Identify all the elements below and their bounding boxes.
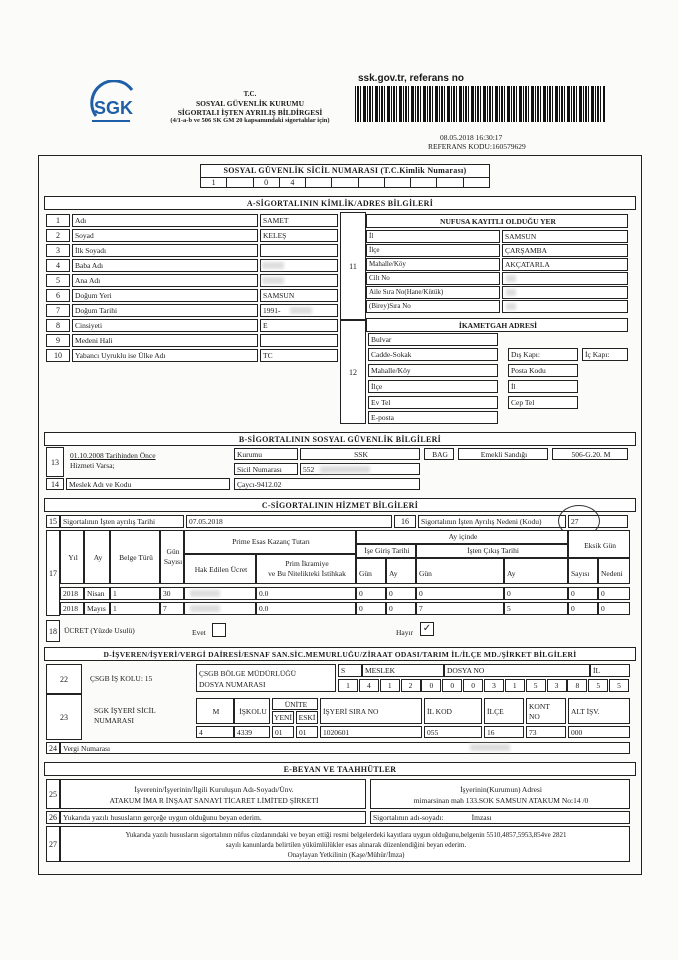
c-cell: 2018 [60,602,84,615]
d-il: İL [590,664,630,677]
e-b3: Onaylayan Yetkilinin (Kaşe/Mühür/İmza) [287,851,405,859]
b-506: 506-G.20. M [552,448,628,460]
c-cell: Mayıs [84,602,110,615]
d-digit: 2 [401,679,421,692]
nufus-label: İlçe [366,244,500,257]
a-value: SAMSUN [260,289,338,302]
d-dosya-b: DOSYA NUMARASI [199,680,266,689]
sicil-digits [200,177,490,188]
b-emekli: Emekli Sandığı [458,448,548,460]
c-h-gun-b: Sayısı [163,557,183,566]
c-cell: 0 [504,587,568,600]
d-v-kont: 73 [526,726,566,738]
c-cell: 0 [598,602,630,615]
b-sicil-value: 552 [300,463,420,475]
ikamet-evtel: Ev Tel [368,396,498,409]
row-number: 10 [46,349,70,362]
a-label: Doğum Yeri [72,289,258,302]
nufus-value: AKÇATARLA [502,258,628,271]
a-label: Yabancı Uyruklu ise Ülke Adı [72,349,258,362]
nufus-value [502,286,628,299]
d-digit: 3 [547,679,567,692]
row-number: 6 [46,289,70,302]
header-baslik: SİGORTALI İŞTEN AYRILIŞ BİLDİRGESİ [177,108,323,117]
a-value [260,334,338,347]
d-digit: 1 [380,679,400,692]
c-ayrilis-value: 07.05.2018 [186,515,392,528]
sicil-digit: 1 [201,178,227,187]
ikamet-ilce: İlçe [368,380,498,393]
nufus-label: İl [366,230,500,243]
ikamet-ic-kapi: İç Kapı: [582,348,628,361]
c-cell: 0 [568,587,598,600]
row-number: 8 [46,319,70,332]
d-v-ilkod: 055 [424,726,482,738]
nufus-title: NUFUSA KAYITLI OLDUĞU YER [366,214,628,228]
a-label: Soyad [72,229,258,242]
d-v-ilce: 16 [484,726,524,738]
c-cell: 7 [416,602,504,615]
e-adres: mimarsinan mah 133.SOK SAMSUN ATAKUM No:14 /0 [413,796,589,805]
c-h-belge: Belge Türü [110,530,160,584]
c-cell: 0.0 [256,587,356,600]
nufus-value [502,300,628,313]
nufus-value: ÇARŞAMBA [502,244,628,257]
evet-checkbox[interactable] [212,623,226,637]
c-h-gun-a: Gün [166,547,180,556]
row-number: 26 [46,811,60,824]
d-v-sira: 1020601 [320,726,422,738]
c-h-sayisi: Sayısı [568,558,598,584]
b-13-text-b: Hizmeti Varsa; [70,461,115,470]
d-h-kont-a: KONT [529,702,550,711]
sicil-digit: 0 [254,178,280,187]
a-value: SAMET [260,214,338,227]
row-number: 25 [46,779,60,809]
c-cell: 0 [598,587,630,600]
d-h-unite: ÜNİTE [272,698,318,710]
sicil-digit: 4 [280,178,306,187]
nufus-value [502,272,628,285]
ikamet-posta: Posta Kodu [508,364,578,377]
c-h-eksik: Eksik Gün [568,530,630,558]
d-digit: 0 [421,679,441,692]
c-cell: 2018 [60,587,84,600]
hayir-checkbox[interactable]: ✓ [420,622,434,636]
c-cell: 30 [160,587,184,600]
row-number: 3 [46,244,70,257]
c-h-gun2: Gün [356,558,386,584]
c-h-hak: Hak Edilen Ücret [184,554,256,584]
header-kurum: SOSYAL GÜVENLİK KURUMU [195,99,305,108]
nufus-label: Mahalle/Köy [366,258,500,271]
row-number: 5 [46,274,70,287]
d-h-eski: ESKİ [296,711,318,724]
logo-text: SGK [94,98,134,118]
row-number: 4 [46,259,70,272]
c-h-nedeni: Nedeni [598,558,630,584]
d-sicil-a: SGK İŞYERİ SİCİL [94,706,156,715]
d-digit: 1 [505,679,525,692]
e-firma: ATAKUM İMA R İNŞAAT SANAYİ TİCARET LİMİTED ŞİRKETİ [109,796,319,805]
e-isveren-box [60,779,366,809]
d-v-m: 4 [196,726,234,738]
row-number: 14 [46,478,64,490]
d-vergi: Vergi Numarası [60,742,630,754]
row-number: 22 [46,664,82,694]
a-value [260,244,338,257]
c-h-ay2: Ay [386,558,416,584]
row-number: 16 [394,515,416,528]
a-label: Cinsiyeti [72,319,258,332]
c-h-ay: Ay [84,530,110,584]
d-dosya [196,664,336,692]
nufus-label: (Birey)Sıra No [366,300,500,313]
d-s: S [338,664,362,677]
c-cell: 1 [110,602,160,615]
d-sicil-b: NUMARASI [94,716,135,725]
e-adres-box [370,779,630,809]
c-h-ikramiye [256,554,356,584]
row-number: 17 [46,530,60,616]
c-cell: 0 [356,602,386,615]
row-number: 12 [340,320,366,424]
barcode [355,86,605,122]
b-sicil-label: Sicil Numarası [234,463,298,475]
d-digit: 5 [609,679,629,692]
a-label: Adı [72,214,258,227]
row-number: 11 [340,212,366,320]
c-h-ikr-a: Prim İkramiye [285,559,329,568]
row-number: 9 [46,334,70,347]
d-v-alt: 000 [568,726,630,738]
ikamet-bulvar: Bulvar [368,333,498,346]
c-h-ay3: Ay [504,558,568,584]
d-h-ilce: İLÇE [484,698,524,724]
header-site: ssk.gov.tr, referans no [358,73,464,84]
e-imza-box [370,811,630,824]
a-label: Medeni Hali [72,334,258,347]
section-b-title: B-SİGORTALININ SOSYAL GÜVENLİK BİLGİLERİ [44,432,636,446]
header-tarih: 08.05.2018 16:30:17 [440,133,503,142]
a-label: Ana Adı [72,274,258,287]
e-imza-label: Sigortalının adı-soyadı: [373,813,444,822]
e-isveren-label: İşverenin/İşyerinin/İlgili Kuruluşun Adı-Soyadı/Ünv. [134,785,294,794]
d-digit: 0 [442,679,462,692]
c-cell: 0 [386,602,416,615]
d-h-alt: ALT İŞV. [568,698,630,724]
d-digit: 8 [567,679,587,692]
c-h-gun3: Gün [416,558,504,584]
a-label: Baba Adı [72,259,258,272]
c-cell: 0.0 [256,602,356,615]
b-meslek-value: Çaycı-9412.02 [234,478,420,490]
b-ssk: SSK [300,448,420,460]
d-h-ilkod: İL KOD [424,698,482,724]
a-value: TC [260,349,338,362]
header-alt: (4/1-a-b ve 506 SK GM 20 kapsamındaki sigortalılar için) [170,117,330,124]
c-h-gun [160,530,184,584]
ikamet-dis-kapi: Dış Kapı: [508,348,578,361]
c-h-ikr-b: ve Bu Nitelikteki İstihkak [268,569,346,578]
c-cell: 0 [416,587,504,600]
d-meslek: MESLEK [362,664,444,677]
ikamet-title: İKAMETGAH ADRESİ [366,318,628,332]
c-ayrilis-label: Sigortalının İşten ayrılış Tarihi [60,515,184,528]
a-value: 1991- [260,304,338,317]
d-h-yeni: YENİ [272,711,294,724]
section-e-title: E-BEYAN VE TAAHHÜTLER [44,762,636,776]
c-evet: Evet [192,628,206,637]
d-h-m: M [196,698,234,724]
e-beyan26: Yukarıda yazılı hususların gerçeğe uygun olduğunu beyan ederim. [60,811,366,824]
d-v-yeni: 01 [272,726,294,738]
c-cell: 5 [504,602,568,615]
c-h-prime: Prime Esas Kazanç Tutarı [184,530,356,554]
c-h-yil: Yıl [60,530,84,584]
sicil-title: SOSYAL GÜVENLİK SİCİL NUMARASI (T.C.Kimlik Numarası) [200,164,490,178]
a-value: E [260,319,338,332]
row-number: 2 [46,229,70,242]
a-value: KELEŞ [260,229,338,242]
row-number: 7 [46,304,70,317]
e-b2: sayılı kanunlarda belirtilen yükümlülükler esas alınarak düzenlendiğini beyan ederim. [225,841,467,849]
a-label: Doğum Tarihi [72,304,258,317]
d-h-kont-b: NO [529,712,540,721]
d-digit: 0 [463,679,483,692]
c-h-giris: İşe Giriş Tarihi [356,544,416,558]
header-referans: REFERANS KODU:160579629 [428,142,526,151]
sicil-digit [227,178,253,187]
d-dosyano: DOSYA NO [444,664,590,677]
a-label: İlk Soyadı [72,244,258,257]
c-neden-value: 27 [568,515,628,528]
c-cell: 0 [568,602,598,615]
row-number: 13 [46,447,64,477]
d-digit: 3 [484,679,504,692]
nufus-label: Cilt No [366,272,500,285]
sgk-logo [86,80,144,130]
row-number: 1 [46,214,70,227]
d-h-sira: İŞYERİ SIRA NO [320,698,422,724]
d-digit: 4 [359,679,379,692]
d-dosya-a: ÇSGB BÖLGE MÜDÜRLÜĞÜ [199,669,297,678]
d-digit: 1 [338,679,358,692]
d-digit: 5 [526,679,546,692]
row-number: 23 [46,694,82,740]
e-adres-label: İşyerinin(Kurumun) Adresi [460,785,542,794]
ikamet-mahalle: Mahalle/Köy [368,364,498,377]
e-imza: İmzası [471,813,492,822]
nufus-value: SAMSUN [502,230,628,243]
b-bag: BAG [424,448,454,460]
ikamet-eposta: E-posta [368,411,498,424]
c-cell: 0 [356,587,386,600]
c-h-cikis: İşten Çıkış Tarihi [416,544,568,558]
ikamet-il: İl [508,380,578,393]
d-digit: 5 [588,679,608,692]
section-a-title: A-SİGORTALININ KİMLİK/ADRES BİLGİLERİ [44,196,636,210]
e-b1: Yukarıda yazılı hususların sigortalının nüfus cüzdanındaki ve beyan ettiği resmi belgelerdeki kayıtlara uygun olduğunu,belgenin 5510,4857,5953,854ve 2821 [125,831,567,839]
b-meslek-label: Meslek Adı ve Kodu [66,478,230,490]
d-v-eski: 01 [296,726,318,738]
c-neden-label: Sigortalının İşten Ayrılış Nedeni (Kodu) [418,515,566,528]
c-hayir: Hayır [396,628,414,637]
section-d-title: D-İŞVEREN/İŞYERİ/VERGİ DAİRESİ/ESNAF SAN.SİC.MEMURLUĞU/ZİRAAT ODASI/TARIM İL/İLÇE MD./ŞİRKET BİLGİLERİ [44,647,636,661]
b-kurumu: Kurumu [234,448,298,460]
d-h-kont [526,698,566,724]
c-ucret: ÜCRET (Yüzde Usulü) [64,626,135,635]
header-tc: T.C. [243,90,257,98]
row-number: 27 [46,826,60,862]
c-cell: 0 [386,587,416,600]
c-cell: 7 [160,602,184,615]
ikamet-ceptel: Cep Tel [508,396,578,409]
section-c-title: C-SİGORTALININ HİZMET BİLGİLERİ [44,498,636,512]
d-kolu: ÇSGB İŞ KOLU: 15 [90,674,153,683]
d-h-iskolu: İŞKOLU [234,698,270,724]
row-number: 18 [46,620,60,642]
row-number: 15 [46,515,60,528]
nufus-label: Aile Sıra No(Hane/Kütük) [366,286,500,299]
ikamet-cadde: Cadde-Sokak [368,348,498,361]
c-cell: Nisan [84,587,110,600]
row-number: 24 [46,742,60,754]
c-h-ayic: Ay içinde [356,530,568,544]
d-v-iskolu: 4339 [234,726,270,738]
e-beyan27 [60,826,630,862]
b-13-text-a: 01.10.2008 Tarihinden Önce [70,451,156,460]
sgk-logo-icon [86,80,144,130]
c-cell: 1 [110,587,160,600]
